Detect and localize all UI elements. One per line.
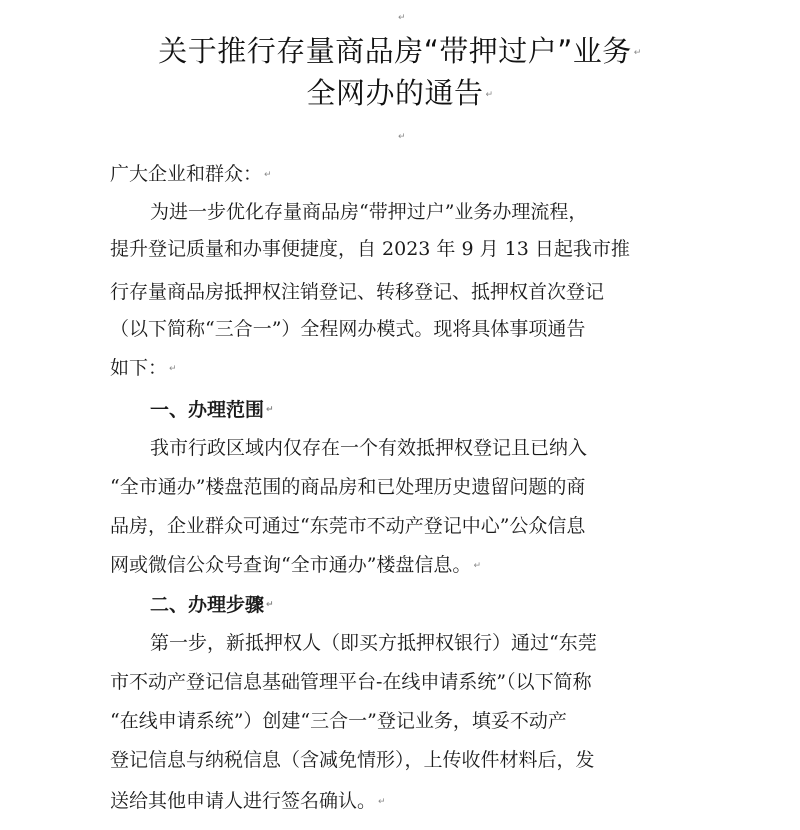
paragraph-mark: ↵ (266, 405, 274, 416)
section-heading-steps (150, 594, 735, 617)
section2-line-3: “在线申请系统”）创建“三合一”登记业务，填妥不动产 (110, 710, 567, 732)
section1-line-1: 我市行政区域内仅存在一个有效抵押权登记且已纳入 (150, 437, 588, 459)
section2-line-1: 第一步，新抵押权人（即买方抵押权银行）通过“东莞 (150, 632, 597, 654)
section2-line-2: 市不动产登记信息基础管理平台-在线申请系统”（以下简称 (110, 671, 592, 693)
intro-line-2: 提升登记质量和办事便捷度，自 2023 年 9 月 13 日起我市推 (110, 238, 630, 260)
intro-line-5 (110, 357, 695, 380)
title-text-1: 关于推行存量商品房“带押过户”业务 (158, 34, 632, 68)
document-title-line-1 (0, 34, 800, 69)
paragraph-mark: ↵ (633, 47, 642, 58)
section-heading-scope-text: 一、办理范围 (150, 399, 265, 421)
salutation (110, 163, 695, 186)
section1-line-4 (110, 554, 695, 577)
document-title-line-2 (0, 76, 800, 111)
section2-line-5 (110, 790, 695, 813)
section2-line-4: 登记信息与纳税信息（含减免情形），上传收件材料后，发 (110, 749, 595, 771)
intro-line-3: 行存量商品房抵押权注销登记、转移登记、抵押权首次登记 (110, 281, 605, 303)
section1-line-4-text: 网或微信公众号查询“全市通办”楼盘信息。 (110, 554, 472, 576)
section-heading-steps-text: 二、办理步骤 (150, 594, 265, 616)
title-text-2: 全网办的通告 (306, 76, 484, 110)
paragraph-mark: ↵ (264, 169, 272, 180)
paragraph-mark: ↵ (398, 13, 406, 23)
section-heading-scope (150, 399, 735, 422)
salutation-text: 广大企业和群众： (110, 163, 263, 185)
intro-line-5-text: 如下： (110, 357, 168, 379)
intro-line-4: （以下简称“三合一”）全程网办模式。现将具体事项通告 (110, 318, 586, 340)
paragraph-mark: ↵ (485, 89, 494, 100)
intro-line-1: 为进一步优化存量商品房“带押过户”业务办理流程， (150, 201, 588, 223)
paragraph-mark: ↵ (398, 132, 406, 142)
section1-line-3: 品房，企业群众可通过“东莞市不动产登记中心”公众信息 (110, 515, 586, 537)
paragraph-mark: ↵ (266, 600, 274, 611)
section2-line-5-text: 送给其他申请人进行签名确认。 (110, 790, 377, 812)
paragraph-mark: ↵ (169, 363, 177, 374)
paragraph-mark: ↵ (473, 560, 481, 571)
paragraph-mark: ↵ (378, 796, 386, 807)
section1-line-2: “全市通办”楼盘范围的商品房和已处理历史遗留问题的商 (110, 476, 586, 498)
